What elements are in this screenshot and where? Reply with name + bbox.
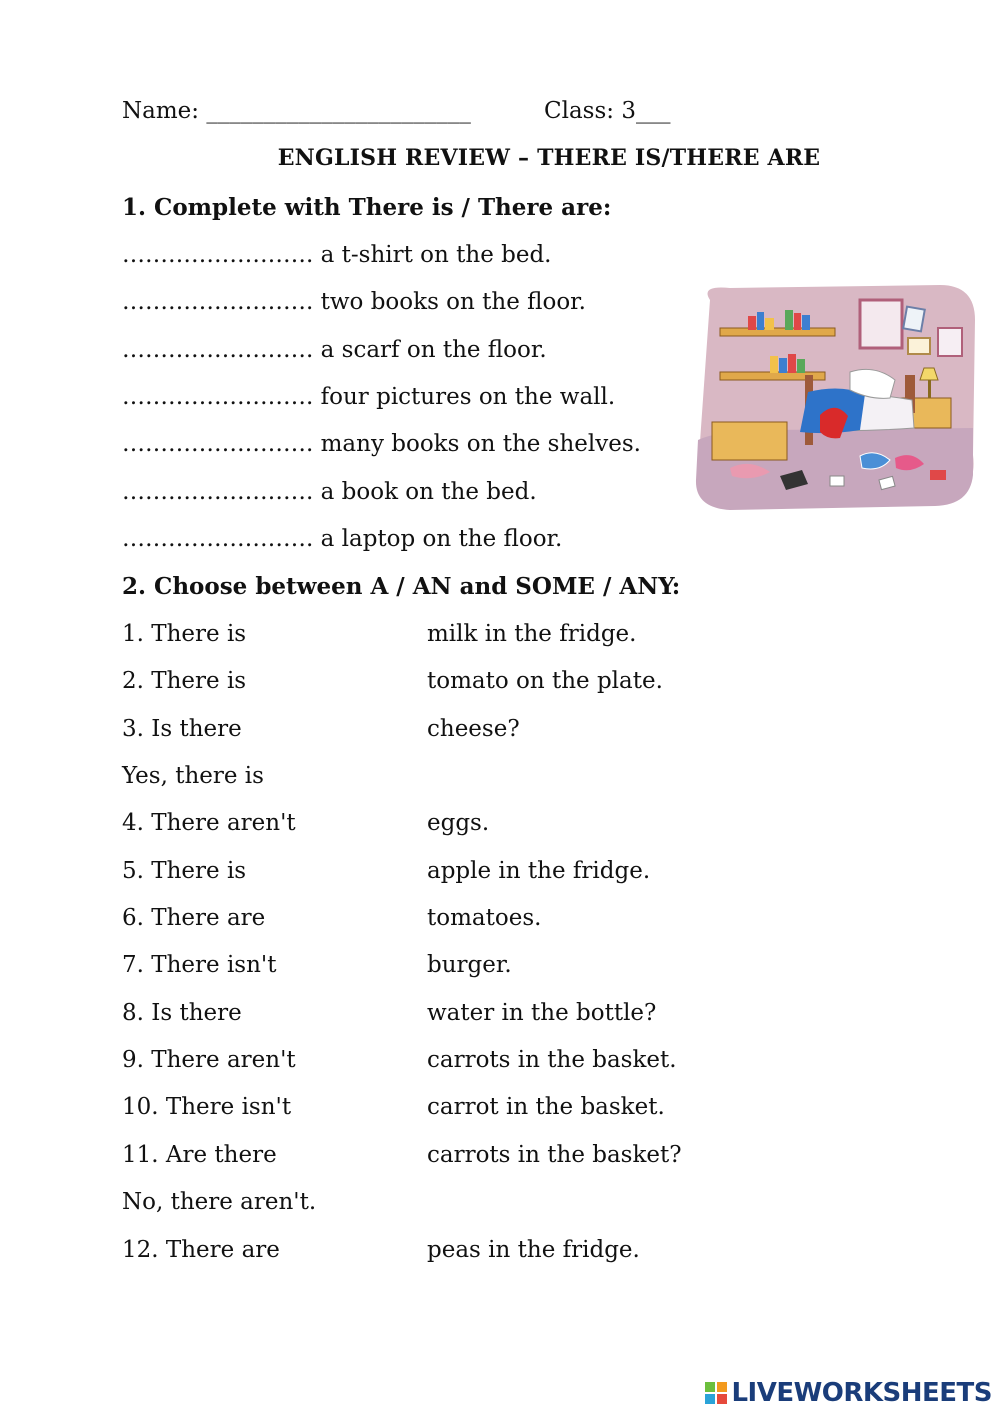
exercise2-completion: peas in the fridge. (427, 1237, 640, 1263)
exercise2-prompt: 8. Is there (122, 1000, 242, 1026)
exercise2-prompt: 5. There is (122, 858, 247, 884)
exercise2-completion: tomatoes. (427, 905, 542, 931)
exercise2-completion: eggs. (427, 810, 490, 836)
exercise2-prompt: 12. There are (122, 1237, 280, 1263)
exercise2-completion: carrots in the basket? (427, 1142, 682, 1168)
exercise2-prompt: 10. There isn't (122, 1094, 292, 1120)
page-title: ENGLISH REVIEW – THERE IS/THERE ARE (277, 145, 821, 171)
exercise2-prompt: 6. There are (122, 905, 266, 931)
exercise2-prompt: Yes, there is (122, 763, 264, 789)
exercise1-item: ……………………. a laptop on the floor. (122, 526, 563, 552)
exercise2-completion: milk in the fridge. (427, 621, 637, 647)
liveworksheets-logo[interactable] (705, 1379, 992, 1407)
exercise1-item: ……………………. a t-shirt on the bed. (122, 242, 552, 268)
logo-text: LIVEWORKSHEETS (731, 1378, 992, 1408)
exercise2-prompt: 4. There aren't (122, 810, 296, 836)
exercise1-item: ……………………. two books on the floor. (122, 289, 586, 315)
exercise2-prompt: 7. There isn't (122, 952, 277, 978)
exercise1-item: ……………………. a book on the bed. (122, 479, 537, 505)
exercise1-item: ……………………. four pictures on the wall. (122, 384, 616, 410)
section1-heading: 1. Complete with There is / There are: (122, 194, 612, 221)
exercise2-prompt: 9. There aren't (122, 1047, 296, 1073)
exercise2-completion: tomato on the plate. (427, 668, 663, 694)
section2-heading: 2. Choose between A / AN and SOME / ANY: (122, 573, 681, 600)
logo-mark-icon (705, 1382, 727, 1404)
class-field-label: Class: 3___ (544, 98, 671, 124)
exercise2-completion: burger. (427, 952, 512, 978)
name-field-label: Name: _______________________ (122, 98, 471, 124)
exercise2-completion: carrots in the basket. (427, 1047, 677, 1073)
exercise2-completion: carrot in the basket. (427, 1094, 665, 1120)
exercise2-prompt: 11. Are there (122, 1142, 277, 1168)
exercise2-completion: water in the bottle? (427, 1000, 657, 1026)
exercise1-item: ……………………. a scarf on the floor. (122, 337, 547, 363)
messy-bedroom-illustration (690, 280, 980, 516)
exercise1-item: ……………………. many books on the shelves. (122, 431, 641, 457)
exercise2-prompt: No, there aren't. (122, 1189, 317, 1215)
exercise2-prompt: 3. Is there (122, 716, 242, 742)
exercise2-completion: cheese? (427, 716, 520, 742)
exercise2-completion: apple in the fridge. (427, 858, 651, 884)
exercise2-prompt: 1. There is (122, 621, 247, 647)
exercise2-prompt: 2. There is (122, 668, 247, 694)
